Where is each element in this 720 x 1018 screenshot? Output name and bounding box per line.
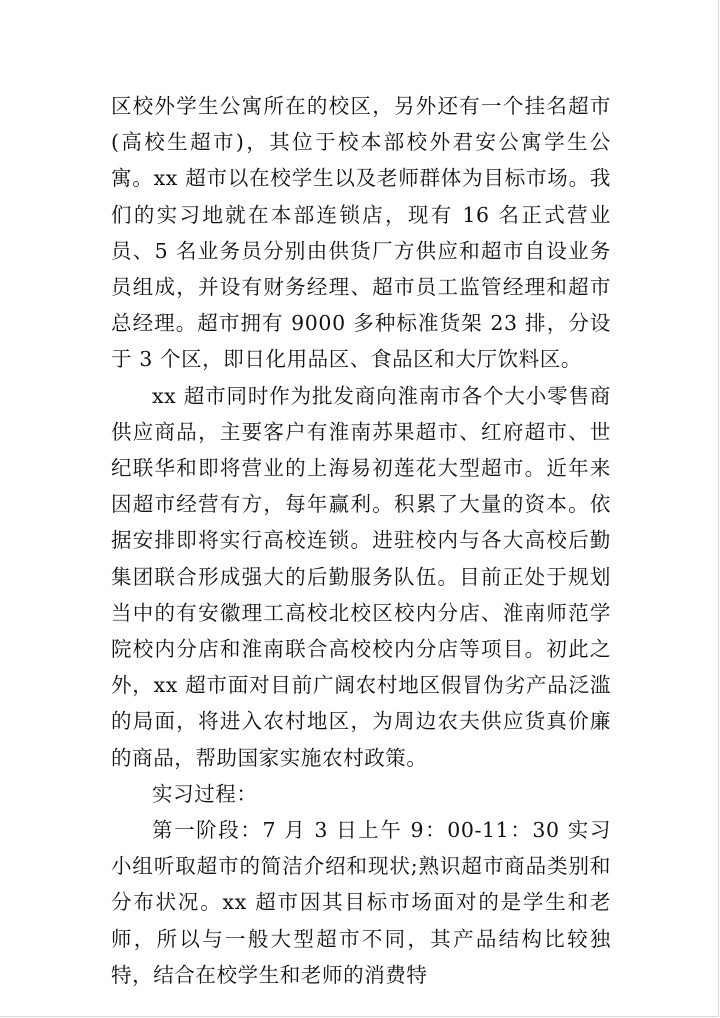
document-body <box>111 88 611 993</box>
paragraph-3: 第一阶段：7 月 3 日上午 9：00-11：30 实习小组听取超市的简洁介绍和现状;熟识超市商品类别和分布状况。xx 超市因其目标市场面对的是学生和老师，所以与一般大型超市不同，其产品结构比较独特，结合在校学生和老师的消费特 <box>111 818 611 987</box>
paragraph-2: xx 超市同时作为批发商向淮南市各个大小零售商供应商品，主要客户有淮南苏果超市、红府超市、世纪联华和即将营业的上海易初莲花大型超市。近年来因超市经营有方，每年赢利。积累了大量的资本。依据安排即将实行高校连锁。进驻校内与各大高校后勤集团联合形成强大的后勤服务队伍。目前正处于规划当中的有安徽理工高校北校区校内分店、淮南师范学院校内分店和淮南联合高校校内分店等项目。初此之外，xx 超市面对目前广阔农村地区假冒伪劣产品泛滥的局面，将进入农村地区，为周边农夫供应货真价廉的商品，帮助国家实施农村政策。 <box>111 383 611 770</box>
section-heading-internship-process: 实习过程： <box>152 781 258 806</box>
paragraph-1: 区校外学生公寓所在的校区，另外还有一个挂名超市(高校生超市)，其位于校本部校外君安公寓学生公寓。xx 超市以在校学生以及老师群体为目标市场。我们的实习地就在本部连锁店，现有 16 名正式营业员、5 名业务员分别由供货厂方供应和超市自设业务员组成，并设有财务经理、超市员工监管经理和超市总经理。超市拥有 9000 多种标准货架 23 排，分设于 3 个区，即日化用品区、食品区和大厅饮料区。 <box>111 94 611 372</box>
